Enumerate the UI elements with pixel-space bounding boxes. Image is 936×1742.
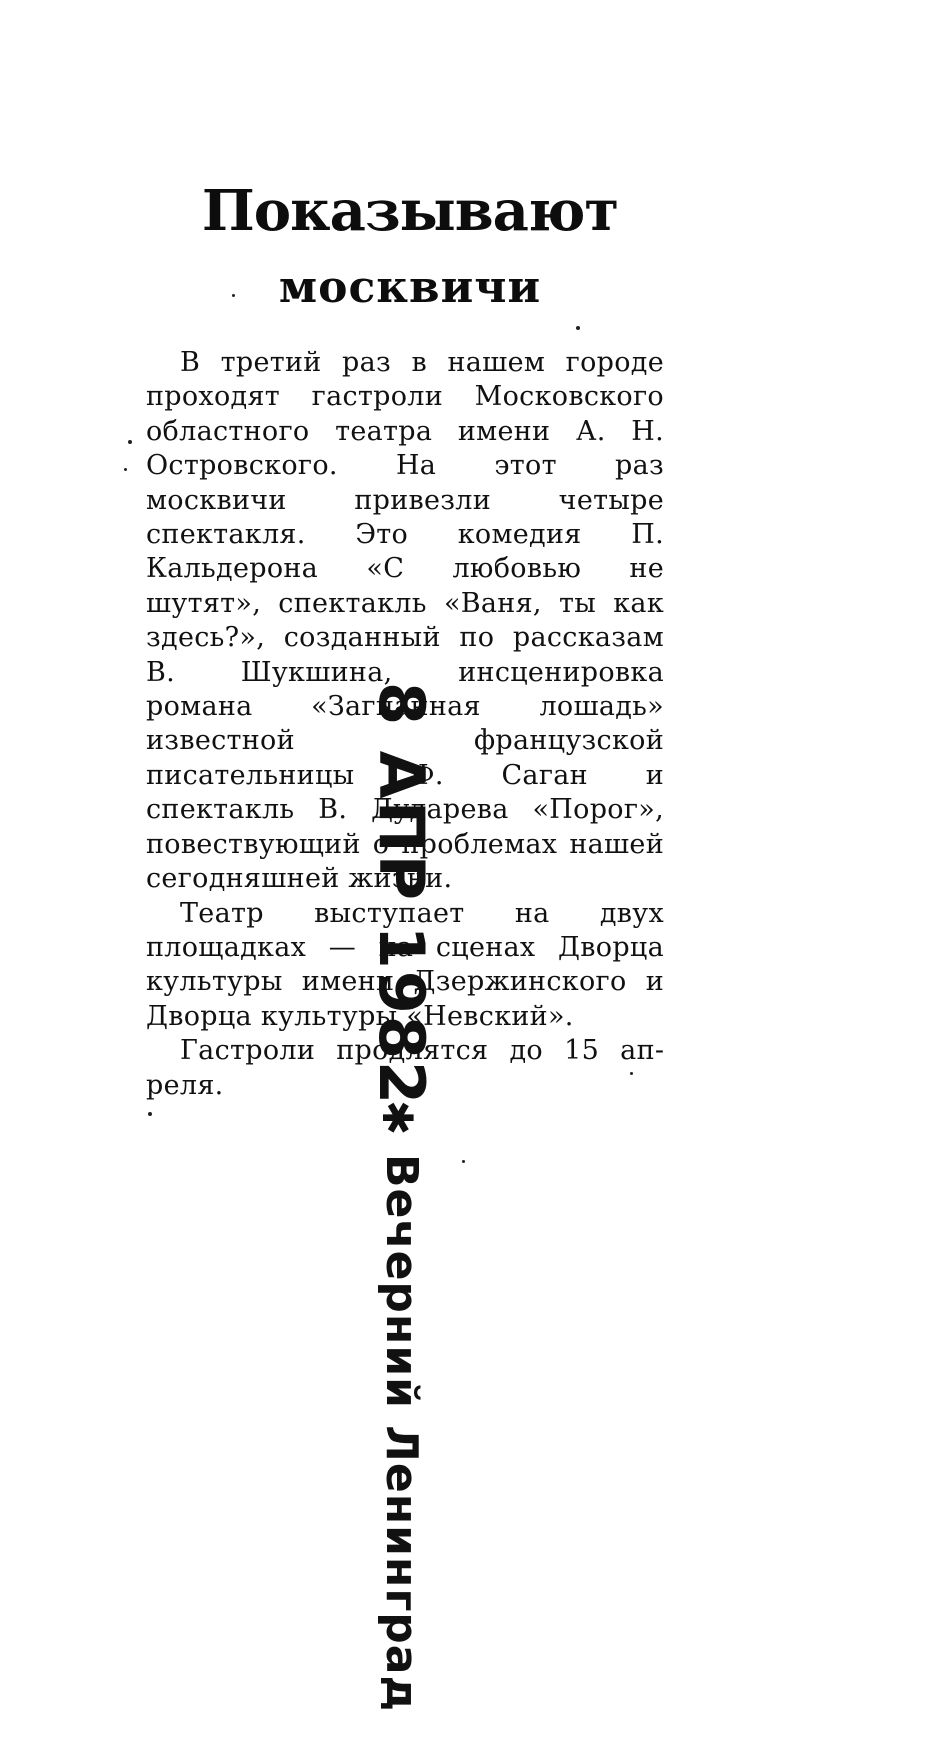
- scan-speck: [148, 1112, 152, 1116]
- scan-speck: [462, 1160, 465, 1163]
- scan-speck: [128, 440, 132, 444]
- scan-speck: [124, 468, 127, 471]
- scan-speck: [630, 1072, 633, 1075]
- article-paragraph-2: Театр выступает на двух площадках — на сценах Дворца культуры имени Дзержинского и Дворца культуры «Невский».: [146, 897, 664, 1032]
- headline-line-2: москвичи: [278, 262, 542, 313]
- article-paragraph-3: Гастроли продлятся до 15 апреля.: [146, 1035, 664, 1101]
- stamp-date: 8 АПР 1982: [365, 682, 439, 1107]
- scan-speck: [232, 294, 235, 297]
- headline-line-1: Показывают: [201, 178, 619, 244]
- article-paragraph-1: В третий раз в нашем городе проходят гастроли Московского областного театра имени А. Н. Островского. На этот раз москвичи привезли четыре спектакля. Это комедия П. Кальдерона «С любовью не шутят», спектакль «Ваня, ты как здесь?», созданный по рассказам В. Шукшина, инсценировка романа «Загнанная лошадь» известной французской писательницы Ф. Саган и спектакль В. Дударева «Порог», повествующий о проблемах нашей сегодняшней жизни.: [146, 347, 664, 895]
- date-stamp: [364, 682, 440, 1742]
- stamp-asterisk-icon: ✱: [373, 1100, 423, 1136]
- stamp-newspaper-name: Вечерний Ленинград: [376, 1154, 428, 1713]
- scan-speck: [576, 326, 580, 330]
